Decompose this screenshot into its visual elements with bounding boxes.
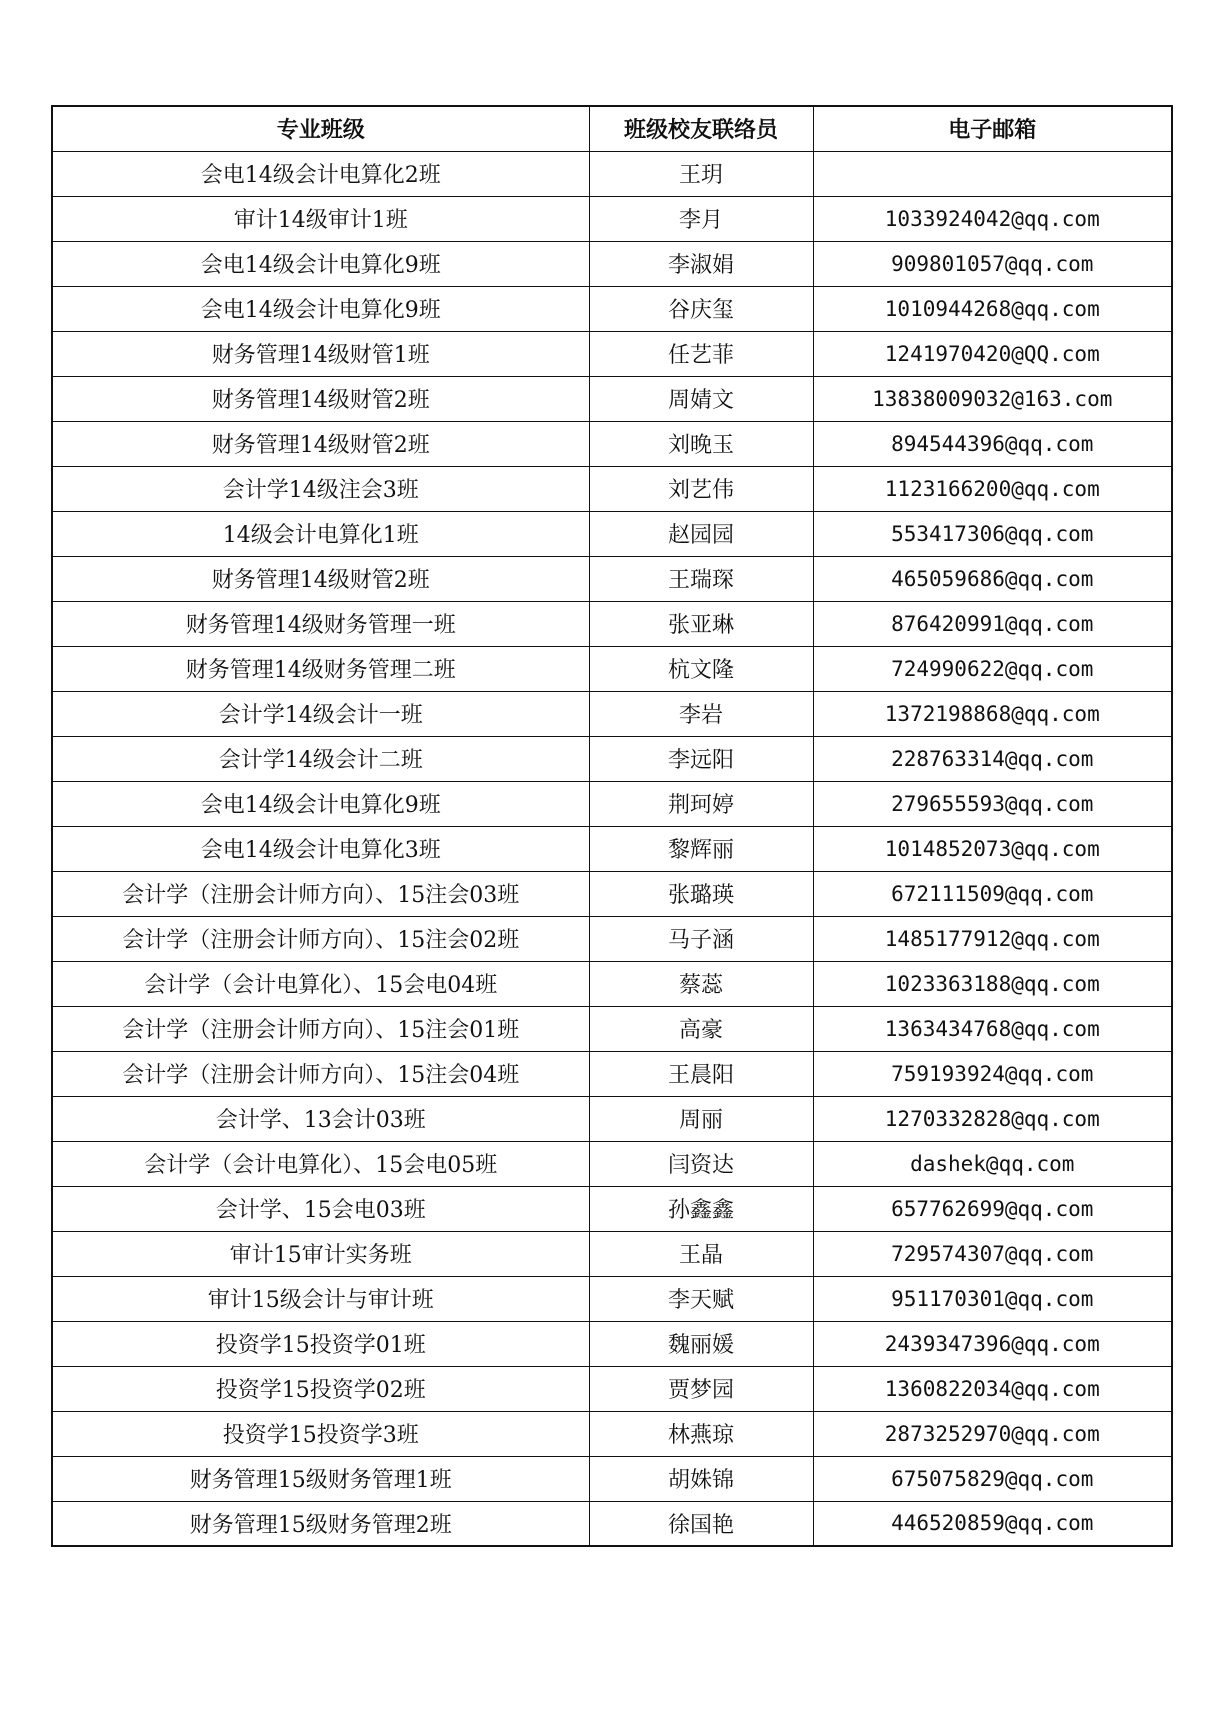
table-row — [52, 961, 1172, 1006]
table-row — [52, 331, 1172, 376]
email-cell: 553417306@qq.com — [813, 511, 1172, 556]
class-cell: 会计学14级会计一班 — [52, 691, 589, 736]
table-row — [52, 151, 1172, 196]
class-cell: 会计学14级会计二班 — [52, 736, 589, 781]
header-email: 电子邮箱 — [813, 106, 1172, 151]
class-cell: 审计15审计实务班 — [52, 1231, 589, 1276]
class-cell: 会计学（会计电算化）、15会电05班 — [52, 1141, 589, 1186]
table-row — [52, 196, 1172, 241]
table-row — [52, 1096, 1172, 1141]
liaison-cell: 谷庆玺 — [589, 286, 813, 331]
liaison-cell: 马子涵 — [589, 916, 813, 961]
liaison-cell: 荆珂婷 — [589, 781, 813, 826]
liaison-cell: 刘晚玉 — [589, 421, 813, 466]
class-cell: 会计学（注册会计师方向）、15注会03班 — [52, 871, 589, 916]
liaison-cell: 王玥 — [589, 151, 813, 196]
liaison-cell: 李岩 — [589, 691, 813, 736]
email-cell: 1010944268@qq.com — [813, 286, 1172, 331]
class-cell: 投资学15投资学3班 — [52, 1411, 589, 1456]
email-cell: 1014852073@qq.com — [813, 826, 1172, 871]
liaison-cell: 贾梦园 — [589, 1366, 813, 1411]
liaison-cell: 张璐瑛 — [589, 871, 813, 916]
email-cell: 1270332828@qq.com — [813, 1096, 1172, 1141]
table-row — [52, 556, 1172, 601]
table-row — [52, 511, 1172, 556]
email-cell: 729574307@qq.com — [813, 1231, 1172, 1276]
header-class: 专业班级 — [52, 106, 589, 151]
liaison-cell: 魏丽媛 — [589, 1321, 813, 1366]
class-cell: 财务管理15级财务管理1班 — [52, 1456, 589, 1501]
class-cell: 会电14级会计电算化2班 — [52, 151, 589, 196]
email-cell: 465059686@qq.com — [813, 556, 1172, 601]
email-cell: 951170301@qq.com — [813, 1276, 1172, 1321]
class-cell: 会电14级会计电算化9班 — [52, 286, 589, 331]
liaison-cell: 张亚琳 — [589, 601, 813, 646]
class-cell: 会计学（注册会计师方向）、15注会01班 — [52, 1006, 589, 1051]
liaison-cell: 蔡蕊 — [589, 961, 813, 1006]
class-cell: 财务管理14级财务管理一班 — [52, 601, 589, 646]
class-cell: 审计15级会计与审计班 — [52, 1276, 589, 1321]
class-cell: 财务管理14级财管2班 — [52, 556, 589, 601]
email-cell: 2873252970@qq.com — [813, 1411, 1172, 1456]
table-row — [52, 421, 1172, 466]
header-liaison: 班级校友联络员 — [589, 106, 813, 151]
liaison-cell: 徐国艳 — [589, 1501, 813, 1546]
class-cell: 会电14级会计电算化9班 — [52, 241, 589, 286]
contact-table-container — [51, 105, 1173, 1547]
email-cell — [813, 151, 1172, 196]
table-row — [52, 1411, 1172, 1456]
liaison-cell: 周丽 — [589, 1096, 813, 1141]
email-cell: 228763314@qq.com — [813, 736, 1172, 781]
email-cell: 2439347396@qq.com — [813, 1321, 1172, 1366]
email-cell: 446520859@qq.com — [813, 1501, 1172, 1546]
liaison-cell: 李淑娟 — [589, 241, 813, 286]
table-row — [52, 466, 1172, 511]
table-row — [52, 736, 1172, 781]
liaison-cell: 李天赋 — [589, 1276, 813, 1321]
email-cell: 279655593@qq.com — [813, 781, 1172, 826]
table-row — [52, 1456, 1172, 1501]
class-cell: 财务管理14级财管2班 — [52, 421, 589, 466]
table-body — [52, 151, 1172, 1546]
liaison-cell: 李远阳 — [589, 736, 813, 781]
table-row — [52, 1501, 1172, 1546]
table-row — [52, 601, 1172, 646]
email-cell: 1372198868@qq.com — [813, 691, 1172, 736]
liaison-cell: 杭文隆 — [589, 646, 813, 691]
liaison-cell: 林燕琼 — [589, 1411, 813, 1456]
email-cell: 675075829@qq.com — [813, 1456, 1172, 1501]
alumni-contact-table — [51, 105, 1173, 1547]
table-header-row — [52, 106, 1172, 151]
liaison-cell: 任艺菲 — [589, 331, 813, 376]
class-cell: 投资学15投资学02班 — [52, 1366, 589, 1411]
liaison-cell: 黎辉丽 — [589, 826, 813, 871]
email-cell: 876420991@qq.com — [813, 601, 1172, 646]
table-row — [52, 1366, 1172, 1411]
email-cell: 1485177912@qq.com — [813, 916, 1172, 961]
email-cell: 1241970420@QQ.com — [813, 331, 1172, 376]
class-cell: 财务管理14级财管1班 — [52, 331, 589, 376]
class-cell: 14级会计电算化1班 — [52, 511, 589, 556]
table-row — [52, 871, 1172, 916]
class-cell: 审计14级审计1班 — [52, 196, 589, 241]
email-cell: 1023363188@qq.com — [813, 961, 1172, 1006]
email-cell: 724990622@qq.com — [813, 646, 1172, 691]
email-cell: 1033924042@qq.com — [813, 196, 1172, 241]
table-row — [52, 1321, 1172, 1366]
email-cell: 1363434768@qq.com — [813, 1006, 1172, 1051]
liaison-cell: 王晨阳 — [589, 1051, 813, 1096]
liaison-cell: 王晶 — [589, 1231, 813, 1276]
class-cell: 投资学15投资学01班 — [52, 1321, 589, 1366]
table-row — [52, 1006, 1172, 1051]
class-cell: 会电14级会计电算化3班 — [52, 826, 589, 871]
email-cell: 672111509@qq.com — [813, 871, 1172, 916]
email-cell: dashek@qq.com — [813, 1141, 1172, 1186]
liaison-cell: 高豪 — [589, 1006, 813, 1051]
table-row — [52, 826, 1172, 871]
email-cell: 657762699@qq.com — [813, 1186, 1172, 1231]
email-cell: 759193924@qq.com — [813, 1051, 1172, 1096]
table-row — [52, 691, 1172, 736]
table-row — [52, 781, 1172, 826]
email-cell: 909801057@qq.com — [813, 241, 1172, 286]
class-cell: 财务管理15级财务管理2班 — [52, 1501, 589, 1546]
table-row — [52, 286, 1172, 331]
class-cell: 财务管理14级财务管理二班 — [52, 646, 589, 691]
table-row — [52, 1276, 1172, 1321]
table-row — [52, 1051, 1172, 1096]
class-cell: 会计学（会计电算化）、15会电04班 — [52, 961, 589, 1006]
liaison-cell: 刘艺伟 — [589, 466, 813, 511]
table-row — [52, 241, 1172, 286]
class-cell: 会计学14级注会3班 — [52, 466, 589, 511]
class-cell: 会计学、13会计03班 — [52, 1096, 589, 1141]
table-row — [52, 646, 1172, 691]
liaison-cell: 赵园园 — [589, 511, 813, 556]
liaison-cell: 周婧文 — [589, 376, 813, 421]
liaison-cell: 孙鑫鑫 — [589, 1186, 813, 1231]
email-cell: 13838009032@163.com — [813, 376, 1172, 421]
class-cell: 会计学（注册会计师方向）、15注会04班 — [52, 1051, 589, 1096]
table-row — [52, 376, 1172, 421]
email-cell: 1360822034@qq.com — [813, 1366, 1172, 1411]
table-row — [52, 1141, 1172, 1186]
liaison-cell: 闫资达 — [589, 1141, 813, 1186]
liaison-cell: 胡姝锦 — [589, 1456, 813, 1501]
class-cell: 财务管理14级财管2班 — [52, 376, 589, 421]
liaison-cell: 王瑞琛 — [589, 556, 813, 601]
class-cell: 会计学（注册会计师方向）、15注会02班 — [52, 916, 589, 961]
class-cell: 会计学、15会电03班 — [52, 1186, 589, 1231]
table-row — [52, 1186, 1172, 1231]
liaison-cell: 李月 — [589, 196, 813, 241]
table-row — [52, 1231, 1172, 1276]
table-row — [52, 916, 1172, 961]
email-cell: 894544396@qq.com — [813, 421, 1172, 466]
email-cell: 1123166200@qq.com — [813, 466, 1172, 511]
class-cell: 会电14级会计电算化9班 — [52, 781, 589, 826]
